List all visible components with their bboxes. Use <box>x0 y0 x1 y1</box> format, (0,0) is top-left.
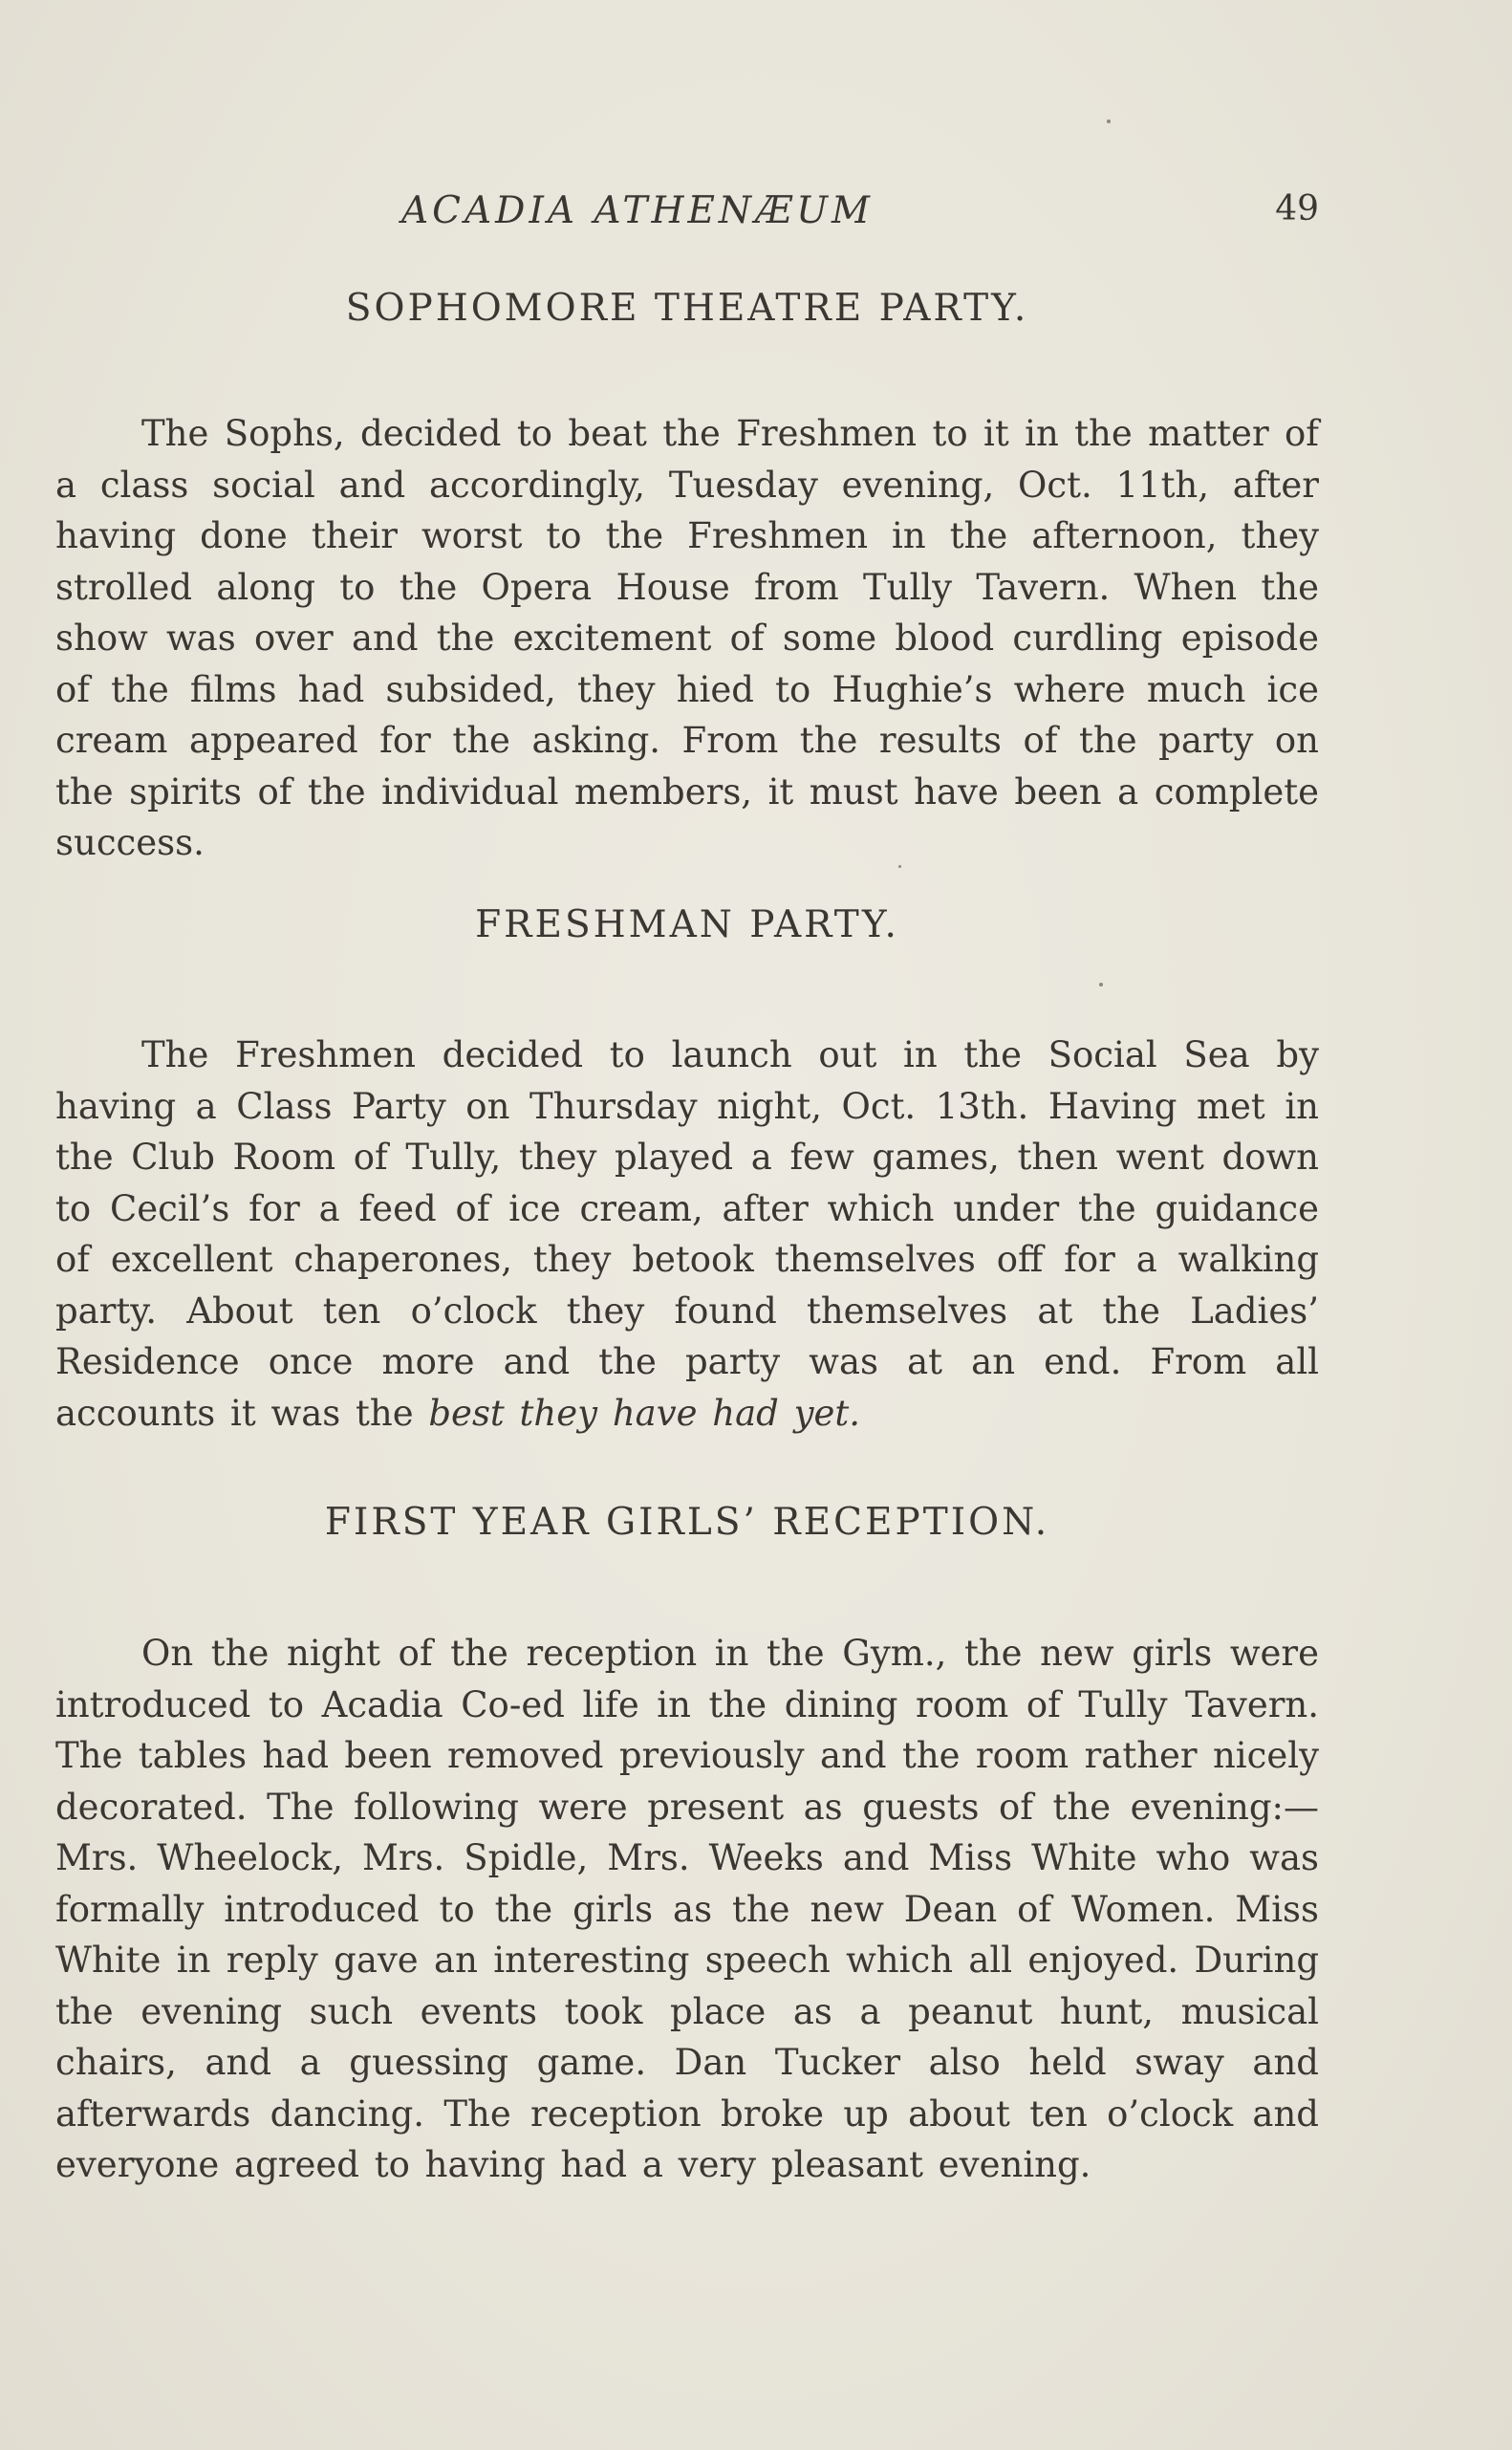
article-body: On the night of the reception in the Gym., the new girls were introduced to Acadia Co-ed life in the dining room of Tully Tavern. The tables had been removed previously and the room rather nicely decorated. The following were present as guests of the evening:—Mrs. Wheelock, Mrs. Spidle, Mrs. Weeks and Miss White who was formally introduced to the girls as the new Dean of Women. Miss White in reply gave an interesting speech which all enjoyed. During the evening such events took place as a peanut hunt, musical chairs, and a guessing game. Dan Tucker also held sway and afterwards dancing. The reception broke up about ten o’clock and everyone agreed to having had a very pleasant evening. <box>55 1633 1319 2185</box>
article-body-text: The Freshmen decided to launch out in the Social Sea by having a Class Party on Thursday night, Oct. 13th. Having met in the Club Room of Tully, they played a few games, then went down to Cecil’s for a feed of ice cream, after which under the guidance of excellent chaperones, they betook themselves off for a walking party. About ten o’clock they found themselves at the Ladies’ Residence once more and the party was at an end. From all accounts it was the <box>55 1034 1319 1434</box>
running-title: ACADIA ATHENÆUM <box>401 189 874 232</box>
article-heading: SOPHOMORE THEATRE PARTY. <box>345 287 1029 330</box>
article-heading: FRESHMAN PARTY. <box>475 903 899 946</box>
running-head <box>401 189 1319 247</box>
article-freshman-party <box>55 903 1319 1439</box>
paper-speck <box>1107 119 1111 123</box>
article-sophomore-theatre-party <box>55 287 1319 869</box>
article-heading: FIRST YEAR GIRLS’ RECEPTION. <box>324 1501 1050 1544</box>
article-body-italic: best they have had yet. <box>428 1392 861 1434</box>
article-first-year-girls-reception <box>55 1501 1319 2191</box>
page-number: 49 <box>1275 189 1319 228</box>
article-body <box>55 1030 1319 1439</box>
paper-speck <box>898 865 901 868</box>
article-body: The Sophs, decided to beat the Freshmen to it in the matter of a class social and accordingly, Tuesday evening, Oct. 11th, after having done their worst to the Freshmen in the afternoon, they strolled along to the Opera House from Tully Tavern. When the show was over and the excitement of some blood curdling episode of the films had subsided, they hied to Hughie’s where much ice cream appeared for the asking. From the results of the party on the spirits of the individual members, it must have been a complete success. <box>55 413 1319 863</box>
paper-speck <box>1099 983 1103 987</box>
